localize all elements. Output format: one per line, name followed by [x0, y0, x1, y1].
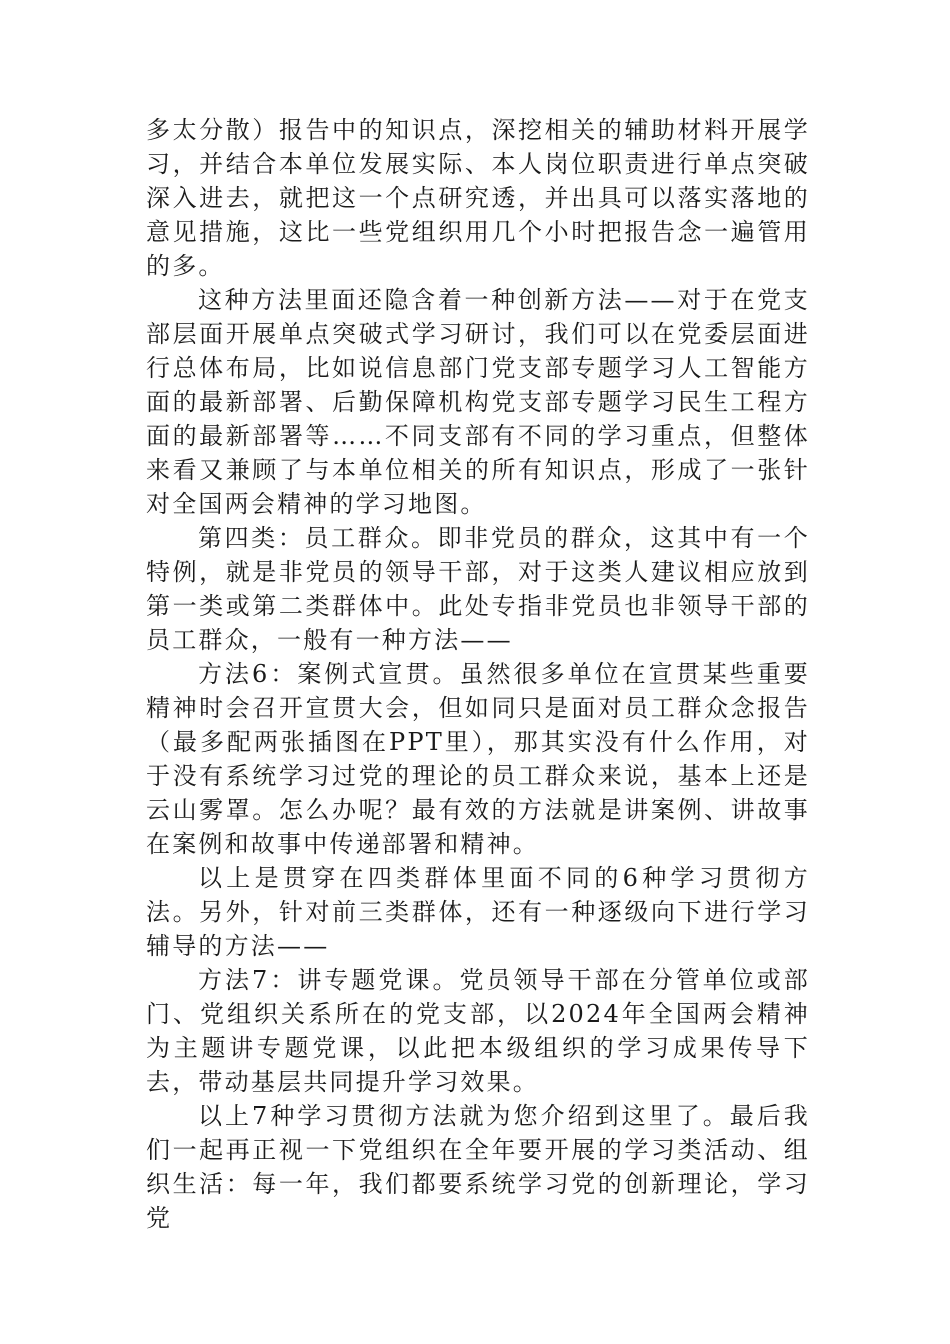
- paragraph-innovation-method: 这种方法里面还隐含着一种创新方法——对于在党支部层面开展单点突破式学习研讨，我们可以在党委层面进行总体布局，比如说信息部门党支部专题学习人工智能方面的最新部署、后勤保障机构党支部专题学习民生工程方面的最新部署等……不同支部有不同的学习重点，但整体来看又兼顾了与本单位相关的所有知识点，形成了一张针对全国两会精神的学习地图。: [146, 286, 810, 518]
- paragraph-category-four: 第四类：员工群众。即非党员的群众，这其中有一个特例，就是非党员的领导干部，对于这类人建议相应放到第一类或第二类群体中。此处专指非党员也非领导干部的员工群众，一般有一种方法——: [146, 524, 810, 654]
- paragraph-continuation: 多太分散）报告中的知识点，深挖相关的辅助材料开展学习，并结合本单位发展实际、本人岗位职责进行单点突破深入进去，就把这一个点研究透，并出具可以落实落地的意见措施，这比一些党组织用几个小时把报告念一遍管用的多。: [146, 116, 810, 280]
- paragraph-closing: 以上7种学习贯彻方法就为您介绍到这里了。最后我们一起再正视一下党组织在全年要开展的学习类活动、组织生活：每一年，我们都要系统学习党的创新理论，学习党: [146, 1102, 810, 1232]
- paragraph-method-seven: 方法7：讲专题党课。党员领导干部在分管单位或部门、党组织关系所在的党支部，以2024年全国两会精神为主题讲专题党课，以此把本级组织的学习成果传导下去，带动基层共同提升学习效果。: [146, 966, 810, 1096]
- paragraph-method-six: 方法6：案例式宣贯。虽然很多单位在宣贯某些重要精神时会召开宣贯大会，但如同只是面对员工群众念报告（最多配两张插图在PPT里），那其实没有什么作用，对于没有系统学习过党的理论的员工群众来说，基本上还是云山雾罩。怎么办呢？最有效的方法就是讲案例、讲故事在案例和故事中传递部署和精神。: [146, 660, 810, 858]
- paragraph-summary-six-methods: 以上是贯穿在四类群体里面不同的6种学习贯彻方法。另外，针对前三类群体，还有一种逐级向下进行学习辅导的方法——: [146, 864, 810, 960]
- document-body: [146, 113, 810, 1235]
